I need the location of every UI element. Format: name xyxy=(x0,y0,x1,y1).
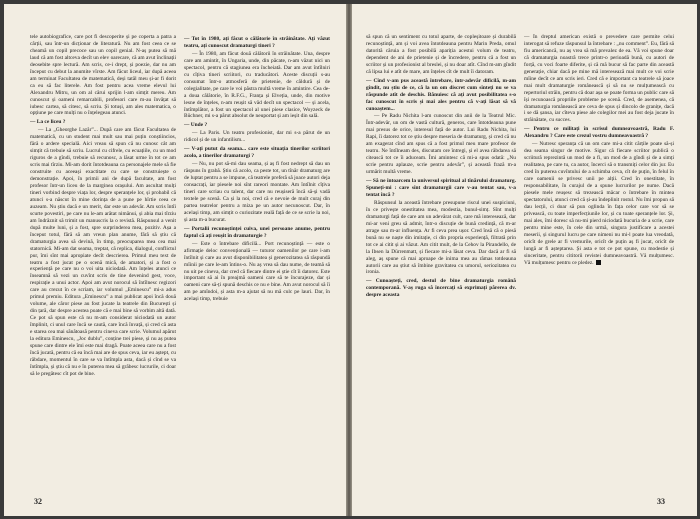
body-paragraph: să spun că un sentiment cu totul aparte, de copleșitoare și durabilă recunoștință, am și voi avea întotdeauna pentru Marin Preda, omul datorită căruia a fost posibilă apariția acestui volum de teatru, dependent de ani de prietenie și de încredere, pentru că a fost un scriitor și un profesionist al breslei, și nu doar atît. Cînd m-am gîndit că lipsa lui e atît de mare, am înțeles cît de mult îi datoram. xyxy=(366,34,516,75)
page-number-left: 32 xyxy=(34,497,42,506)
text-column-3 xyxy=(366,34,516,480)
body-paragraph: — Este o întrebare dificilă... Port recunoștință — este o afirmație deloc convențională — tuturor oamenilor pe care i-am întîlnit și care au avut disponibilitatea și generozitatea să răspundă mîinii pe care le-am întins-o. Nu aș vrea să dau nume, de teamă să nu uit pe cineva, dar cred că fiecare dintre ei știe cît îi datorez. Este important să ai în preajmă oameni care să te încurajeze, dar și oameni care să-ți spună deschis ce nu e bine. Am avut norocul să îi am pe amîndoi, și asta m-a ajutat să nu mă culc pe lauri. Dar, în același timp, trebuie xyxy=(184,240,330,303)
interview-question: — Cunoașteți, cred, destul de bine dramaturgia română contemporană. V-aș ruga să încercați să exprimați părerea dv. despre aceasta xyxy=(366,278,516,299)
page-number-right: 33 xyxy=(657,497,665,506)
body-paragraph: — La Paris. Un teatru profesionist, dar mi s-a părut de un ridicol și de un infantilism... xyxy=(184,130,330,144)
interview-question: — Cînd v-am pus această întrebare, într-adevăr dificilă, m-am gîndit, nu știu de ce, că la un om discret cum sînteți nu se va răspunde atît de deschis. Bănuiesc că ați avut posibilitatea s-o fac cunoscut în scris și mai ales pentru că v-ați lăsat să vă cunoaștem... xyxy=(366,77,516,112)
text-column-2 xyxy=(184,34,330,480)
text-column-1 xyxy=(30,34,176,480)
interview-question: — La ce liceu ? xyxy=(30,119,66,126)
body-paragraph: Răspunsul la această întrebare presupune riscul unei suspiciuni, în ce privește onestitatea mea, modestia, bunul-simț. Sînt mulți dramaturgi față de care am un adevărat cult, care mă interesează, dar mi-ar veni greu să admit, într-o discuție de bună credință, că m-ar atrage sau m-ar influența. Ar fi ceva prea ușor. Cred însă că o piesă bună nu se naște din imitație, ci din propria experiență, filtrată prin tot ce ai citit și ai văzut. Am citit mult, de la Cehov la Pirandello, de la Ibsen la Dürrenmatt, și fiecare mi-a lăsat ceva. Dar dacă ar fi să aleg, aș spune că mai aproape de inima mea au rămas totdeauna autorii care au știut să îmbine gravitatea cu umorul, seriozitatea cu ironia. xyxy=(366,199,516,276)
body-paragraph: tele autobiografice, care pot fi descoperite și pe coperta a patra a cărții, sau într-un dicționar de literatură. Nu am fost ceea ce se cheamă un copil precoce sau un copil genial. N-aș putea să mă laud că am fost altceva decît un elev oarecare, că am avut înclinații deosebite spre lectură. Am scris, ce-i drept, și poezie, dar nu am început cu debut la anumite vîrste. Am făcut liceul, iar după aceea am terminat Facultatea de matematică, deși tatăl meu și-ar fi dorit ca eu să fac literele. Am fost pentru acea vreme elevul lui Alexandru Mitru, un om al cărui sprijin l-am simțit mereu. Am cunoscut și oameni remarcabili, profesori care m-au învățat să iubesc cartea, să citesc, să scriu. Și totuși, am ales matematica, o opțiune pe care mulți nu o înțelegeau atunci. xyxy=(30,34,176,117)
interview-question: — Unde ? xyxy=(184,122,208,129)
interview-question: — Pentru ce militați în scrisul dumneavoastră, Radu F. Alexandru ? Care este crezul vostru dumneavoastră ? xyxy=(524,126,674,140)
interview-question: — Să ne întoarcem la universul spiritual al tînărului dramaturg. Spuneți-mi : care sînt dramaturgii care v-au tentat sau, v-a tentat încă ? xyxy=(366,178,516,198)
body-paragraph: — La „Gheorghe Lazăr”... După care am făcut Facultatea de matematică, cu un student mai mult sau mai puțin conștiincios, fără o ardere specială. Aici vreau să spun că nu cunosc cât am simțit că trebuie să scriu. Lucrul cu cifrele, cu ecuațiile, cu un mod riguros de a gîndi, trebuie să recunosc, a lăsat urme în tot ce am scris mai tîrziu. Mi-am dorit întotdeauna ca personajele mele să fie construite cu aceeași exactitate cu care se construiește o demonstrație. Apoi, în primii ani de după facultate, am fost profesor într-un liceu de la marginea orașului. Am ascultat mulți tineri vorbind despre viața lor, despre speranțele lor, și probabil că atunci s-a născut în mine dorința de a pune pe hîrtie ceea ce auzeam. Nu știu dacă e un merit, dar este un adevăr. Am scris întîi scurte povestiri, pe care nu le-am arătat nimănui, și abia mai tîrziu am îndrăznit să trimit un manuscris la o revistă. Răspunsul a venit după multe luni, și a fost, spre surprinderea mea, pozitiv. Așa a început totul, fără să am vreun plan anume, fără să știu că dramaturgia avea să devină, în timp, preocuparea mea cea mai statornică. Mi-am dat seama, treptat, că replica, dialogul, conflictul pur, îmi sînt mai apropiate decît descrierea. Primul meu text de teatru a fost jucat pe o scenă mică, de amatori, și a fost o experiență pe care nu o voi uita niciodată. Am înțeles atunci ce înseamnă să vezi un cuvînt scris de tine devenind gest, voce, respirație a unui actor. Apoi am avut norocul să întîlnesc regizori care au crezut în ce scriam, iar volumul „Eminescu” mi-a adus primul premiu. Editura „Eminescu” a mai publicat apoi încă două volume, ale căror piese au fost jucate la teatrele din București și din țară, dar despre acestea poate că e mai bine să vorbim altă dată. Ce pot să spun este că nu m-am considerat niciodată un autor împlinit, ci unul care încă se caută, care încă învață, și cred că asta e starea cea mai sănătoasă pentru cineva care scrie. Volumul apărut la editura Eminescu, „Joc dublu”, conține trei piese, și nu aș putea spune care dintre ele îmi este mai dragă. Poate aceea care nu a fost încă jucată, pentru că ea încă mai are de spus ceva, iar eu aștept, cu răbdare, momentul în care se va întîmpla asta, dacă și cînd se va întîmpla, și știu că nu e în puterea mea să grăbesc lucrurile, ci doar să le pregătesc cît pot de bine. xyxy=(30,127,176,377)
interview-question: — Portalii recunoștinței cuiva, unei persoane anume, pentru faptul că ați reușit în dramaturgie ? xyxy=(184,225,330,239)
right-page xyxy=(352,4,697,516)
left-page xyxy=(4,4,346,516)
text-column-4 xyxy=(524,34,674,480)
interview-question: — V-ați putut da seama... care este situația tinerilor scriitori acolo, a tinerilor dramaturgi ? xyxy=(184,146,330,160)
body-paragraph: — Nutresc speranța că un om care mi-a citit cărțile poate să-și dea seama singur de motive. Sigur că fiecare scriitor publică o scriitură reprezintă un mod de a fi, un mod de a gîndi și de a simți realitatea, pe care tu, ca autor, încerci să o transmiți celor din jur. Eu cred în puterea cuvîntului de a schimba ceva, cît de puțin, în felul în care oamenii se privesc unii pe alții. Cred în onestitate, în responsabilitate, în curajul de a spune lucrurilor pe nume. Dacă piesele mele reușesc să trezească măcar o întrebare în mintea spectatorului, atunci cred că și-au îndeplinit rostul. Nu îmi propun să dau lecții, ci doar să pun oglinda în fața celor care vor să se privească, cu toate imperfecțiunile lor, și cu toate speranțele lor. Și, mai ales, îmi doresc să nu-mi pierd niciodată bucuria de a scrie, care pentru mine este, în cele din urmă, singura justificare a acestei meserii, și singurul lucru pe care nimeni nu mi-l poate lua vreodată, oricît de grele ar fi vremurile, oricît de puțin aș fi jucat, oricît de lungă ar fi așteptarea. Și asta e tot ce pot spune, cu modestie și sinceritate, pentru cititorii revistei dumneavoastră. Vă mulțumesc. Vă mulțumesc pentru ce pledez. xyxy=(524,141,674,266)
body-paragraph: — În dreptul american există o prevedere care permite celui interogat să refuze răspunsul la întrebare : „nu comment”. Eu, fără să fiu americancă, nu aș vrea să mă prevalez de ea. Vă voi spune doar că dramaturgia noastră trece printr-o perioadă bună, cu autori de forță, cu voci foarte diferite, și că mă bucur să fac parte din această generație, chiar dacă pe mine mă interesează mai mult ce voi scrie mîine decît ce am scris ieri. Cred că e important ca teatrele să joace mai mult dramaturgie românească și să nu se mulțumească cu repertoriul străin, pentru că doar așa se poate forma un public care să își recunoască propriile probleme pe scenă. Cred, de asemenea, că dramaturgia românească are ceva de spus și dincolo de granițe, dacă i se dă șansa, iar cîteva piese ale colegilor mei au fost deja jucate în străinătate, cu succes. xyxy=(524,34,674,124)
interview-question: — Tot în 1980, ați făcut o călătorie în străinătate. Ați văzut teatru, ați cunoscut dramaturgi tineri ? xyxy=(184,36,330,49)
body-paragraph: — Nu, nu pot să-mi dau seama, și aș fi fost nedrept să dau un răspuns în grabă. Știu că acolo, ca peste tot, un tînăr dramaturg are de luptat pentru a se impune, că teatrele preferă să joace autori deja consacrați, iar piesele noi sînt rareori montate. Am întîlnit cîțiva tineri care scriau cu talent, dar care nu reușiseră încă să-și vadă textele pe scenă. Ca și la noi, cred că e nevoie de mult curaj din partea teatrelor pentru a miza pe un autor necunoscut. Dar, în același timp, am simțit o curiozitate reală față de ce se scrie la noi, și asta m-a bucurat. xyxy=(184,161,330,223)
body-paragraph: — În 1980, am făcut două călătorii în străinătate. Una, despre care am amintit, în Ungaria, unde, din păcate, n-am văzut nici un spectacol, pentru că stagiunea era încheiată. Dar am avut întîlniri cu cîțiva tineri scriitori, cu traducători. Aceste discuții s-au consumat într-o atmosferă de prietenie, de căldură și de colegialitate, pe care le voi păstra multă vreme în amintire. Cea de-a doua călătorie, în R.F.G., Franța și Elveția, unde, din motive lesne de înțeles, n-am reușit să văd decît un spectacol — și acela, întîmplător, a fost un spectacol al unei piese clasice, Woyzeck de Büchner, mi s-a părut absolut de neuportat și am ieșit din sală. xyxy=(184,50,330,120)
body-paragraph: — Pe Radu Nichita l-am cunoscut din anii de la Teatrul Mic. Într-adevăr, un om de vastă cultură, generos, care întotdeauna pune mai presus de orice, interesul față de autor. Lui Radu Nichita, lui Rapi, îi datorez tot ce știu despre meseria de dramaturg, și cred că nu am exagerat cînd am spus că a fost primul meu mare profesor de teatru. Ne întîlneam des, discutam ore întregi, și el avea răbdarea să citească tot ce îi aduceam. Îmi amintesc că mi-a spus odată: „Nu scrie pentru aplauze, scrie pentru adevăr”, și această frază m-a urmărit multă vreme. xyxy=(366,113,516,176)
end-of-article-mark xyxy=(596,260,601,265)
